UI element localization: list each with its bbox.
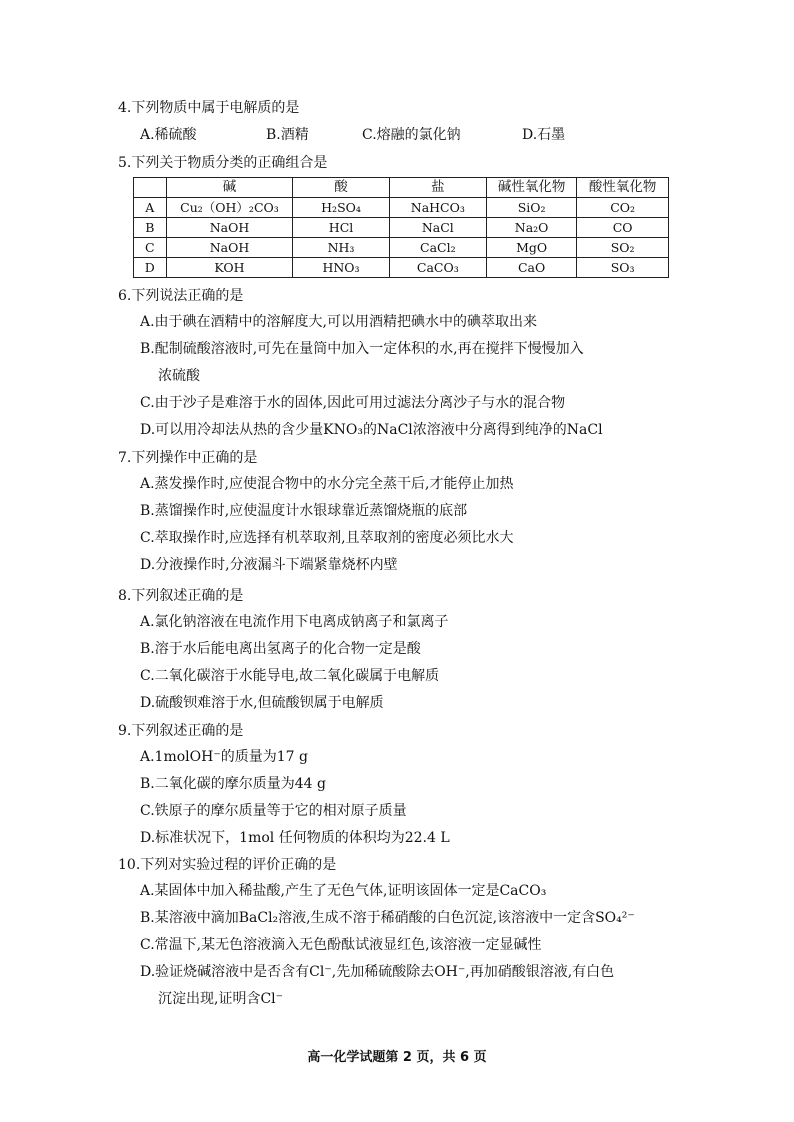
- table-cell: Na₂O: [486, 218, 576, 238]
- table-cell: HCl: [293, 218, 389, 238]
- q6-option-a: A.由于碘在酒精中的溶解度大,可以用酒精把碘水中的碘萃取出来: [140, 314, 538, 330]
- table-cell: CaO: [486, 258, 576, 278]
- table-cell: H₂SO₄: [293, 198, 389, 218]
- table-cell: CO: [577, 218, 669, 238]
- table-header-cell: 酸性氧化物: [577, 178, 669, 198]
- q4-option-b: B.酒精: [266, 127, 309, 143]
- table-cell: MgO: [486, 238, 576, 258]
- question-4-options: [118, 121, 778, 149]
- table-row: [134, 238, 669, 258]
- table-cell: D: [134, 258, 167, 278]
- q6-option-d: D.可以用冷却法从热的含少量KNO₃的NaCl浓溶液中分离得到纯净的NaCl: [140, 422, 603, 438]
- q7-option-c: C.萃取操作时,应选择有机萃取剂,且萃取剂的密度必须比水大: [140, 530, 514, 546]
- question-4: [118, 95, 778, 149]
- q8-option-d: D.硫酸钡难溶于水,但硫酸钡属于电解质: [140, 695, 384, 711]
- question-6-stem: 6.下列说法正确的是: [118, 288, 244, 304]
- table-header-cell: [134, 178, 167, 198]
- q4-option-a: A.稀硫酸: [140, 127, 197, 143]
- q7-option-a: A.蒸发操作时,应使混合物中的水分完全蒸干后,才能停止加热: [140, 476, 514, 492]
- table-header-cell: 碱性氧化物: [486, 178, 576, 198]
- q10-option-a: A.某固体中加入稀盐酸,产生了无色气体,证明该固体一定是CaCO₃: [140, 883, 547, 899]
- q8-option-b: B.溶于水后能电离出氢离子的化合物一定是酸: [140, 641, 421, 657]
- table-cell: B: [134, 218, 167, 238]
- q10-option-d: D.验证烧碱溶液中是否含有Cl⁻,先加稀硫酸除去OH⁻,再加硝酸银溶液,有白色: [140, 964, 615, 980]
- table-cell: CO₂: [577, 198, 669, 218]
- q8-option-c: C.二氧化碳溶于水能导电,故二氧化碳属于电解质: [140, 668, 440, 684]
- classification-table: [133, 177, 669, 278]
- q4-option-d: D.石墨: [522, 127, 566, 143]
- question-7-stem: 7.下列操作中正确的是: [118, 450, 258, 466]
- table-cell: A: [134, 198, 167, 218]
- table-header-cell: 碱: [166, 178, 293, 198]
- q9-option-d: D.标准状况下，1mol 任何物质的体积均为22.4 L: [140, 830, 450, 846]
- table-cell: NH₃: [293, 238, 389, 258]
- table-cell: CaCO₃: [389, 258, 486, 278]
- q9-option-c: C.铁原子的摩尔质量等于它的相对原子质量: [140, 803, 407, 819]
- q7-option-b: B.蒸馏操作时,应使温度计水银球靠近蒸馏烧瓶的底部: [140, 503, 468, 519]
- q7-option-d: D.分液操作时,分液漏斗下端紧靠烧杯内壁: [140, 557, 398, 573]
- question-9-stem: 9.下列叙述正确的是: [118, 723, 244, 739]
- table-cell: C: [134, 238, 167, 258]
- q4-option-c: C.熔融的氯化钠: [362, 127, 461, 143]
- q9-option-a: A.1molOH⁻的质量为17 g: [140, 749, 308, 765]
- table-cell: NaCl: [389, 218, 486, 238]
- question-7: [118, 445, 778, 579]
- question-10: [118, 852, 778, 1013]
- table-cell: Cu₂（OH）₂CO₃: [166, 198, 293, 218]
- table-row: [134, 218, 669, 238]
- table-cell: SO₃: [577, 258, 669, 278]
- table-header-row: [134, 178, 669, 198]
- q6-option-b-continued: 浓硫酸: [158, 368, 200, 384]
- q10-option-b: B.某溶液中滴加BaCl₂溶液,生成不溶于稀硝酸的白色沉淀,该溶液中一定含SO₄²⁻: [140, 910, 635, 926]
- q9-option-b: B.二氧化碳的摩尔质量为44 g: [140, 776, 326, 792]
- question-5: [118, 150, 778, 176]
- question-10-stem: 10.下列对实验过程的评价正确的是: [118, 857, 337, 873]
- table-cell: NaHCO₃: [389, 198, 486, 218]
- q10-option-d-continued: 沉淀出现,证明含Cl⁻: [158, 991, 284, 1007]
- table-cell: KOH: [166, 258, 293, 278]
- table-header-cell: 盐: [389, 178, 486, 198]
- table-row: [134, 198, 669, 218]
- q10-option-c: C.常温下,某无色溶液滴入无色酚酞试液显红色,该溶液一定显碱性: [140, 937, 542, 953]
- question-8-stem: 8.下列叙述正确的是: [118, 588, 244, 604]
- question-9: [118, 718, 778, 852]
- q6-option-c: C.由于沙子是难溶于水的固体,因此可用过滤法分离沙子与水的混合物: [140, 395, 566, 411]
- table-cell: NaOH: [166, 238, 293, 258]
- question-8: [118, 583, 778, 717]
- question-5-stem: 5.下列关于物质分类的正确组合是: [118, 155, 328, 171]
- q6-option-b: B.配制硫酸溶液时,可先在量筒中加入一定体积的水,再在搅拌下慢慢加入: [140, 341, 584, 357]
- page-footer: 高一化学试题第 2 页，共 6 页: [307, 1050, 487, 1065]
- table-header-cell: 酸: [293, 178, 389, 198]
- table-row: [134, 258, 669, 278]
- table-cell: SiO₂: [486, 198, 576, 218]
- question-4-stem: 4.下列物质中属于电解质的是: [118, 100, 300, 116]
- table-cell: NaOH: [166, 218, 293, 238]
- q8-option-a: A.氯化钠溶液在电流作用下电离成钠离子和氯离子: [140, 614, 449, 630]
- table-cell: CaCl₂: [389, 238, 486, 258]
- table-cell: SO₂: [577, 238, 669, 258]
- table-cell: HNO₃: [293, 258, 389, 278]
- question-6: [118, 283, 778, 444]
